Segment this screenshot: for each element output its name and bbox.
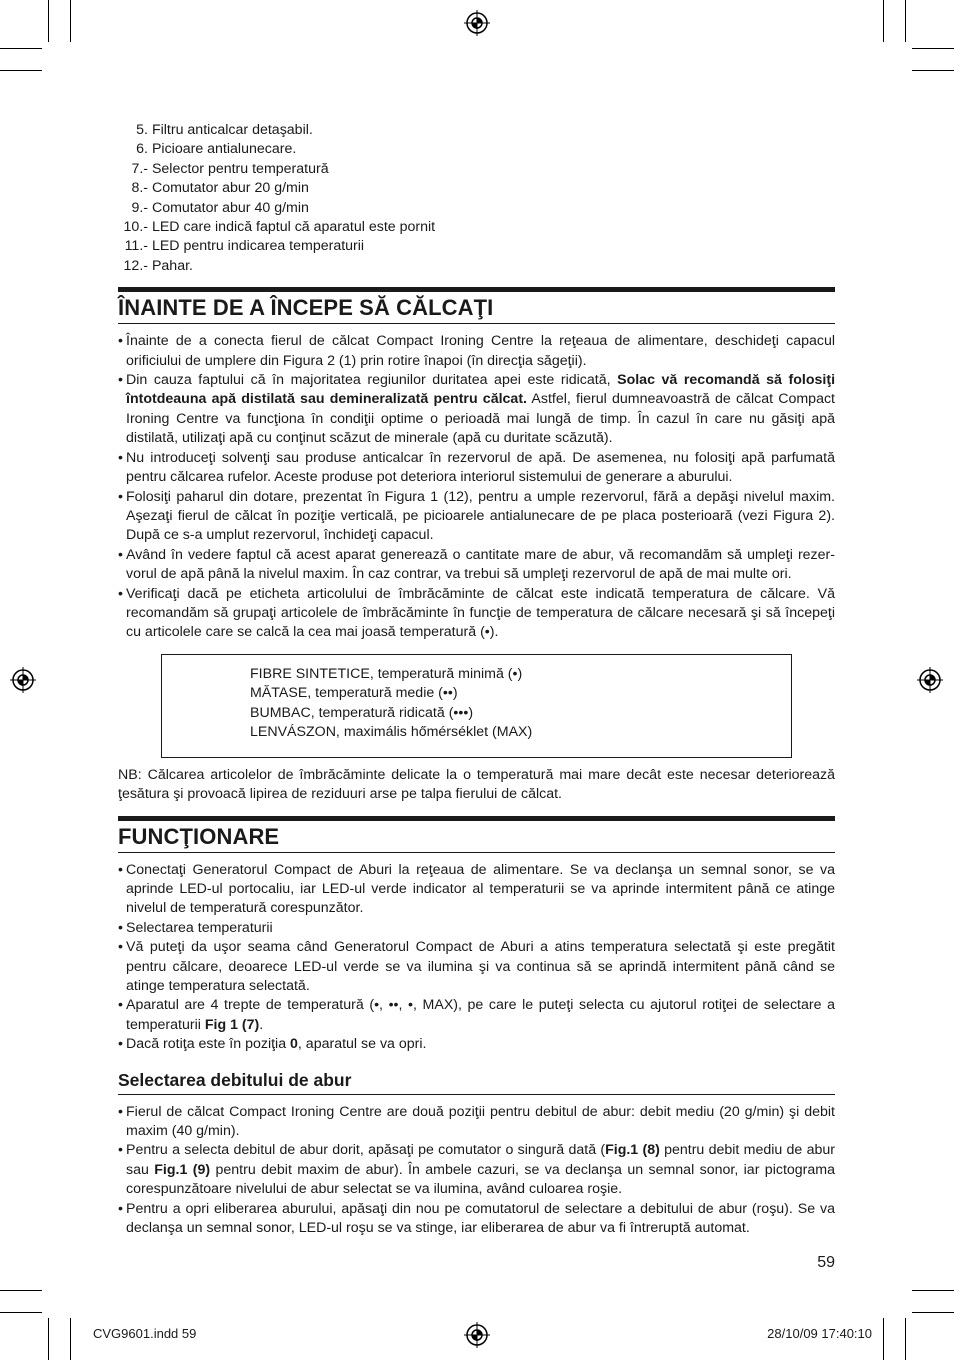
bold-text: Fig.1 (8) <box>605 1142 660 1159</box>
list-item <box>118 140 835 159</box>
list-item <box>118 585 835 643</box>
list-text: Picioare antialunecare. <box>151 141 297 158</box>
section-heading-steam-flow: Selectarea debitului de abur <box>118 1068 835 1095</box>
list-item <box>118 160 835 179</box>
registration-mark-icon <box>917 667 943 693</box>
bullet-text: Astfel, fierul dumneavoastră de călcat Compact Ironing Centre va funcţiona în condiţii optime o perioadă mai lungă de timp. În cazul în care nu găsiţi apă distilată, utilizaţi apă cu conţinut scăzut de minerale (apă cu duritate scăzută). <box>126 391 835 447</box>
list-item <box>118 919 835 938</box>
section-heading-before-ironing: ÎNAINTE DE A ÎNCEPE SĂ CĂLCAŢI <box>118 287 835 324</box>
list-item <box>118 218 835 237</box>
bullet-text: Fierul de călcat Compact Ironing Centre are două poziţii pentru debitul de abur: debit mediu (20 g/min) şi debit maxim (40 g/min). <box>126 1103 835 1140</box>
steam-flow-list <box>118 1103 835 1239</box>
list-item <box>118 332 835 371</box>
crop-mark <box>883 1318 884 1360</box>
crop-mark <box>912 70 954 71</box>
bullet-text: Folosiţi paharul din dotare, prezentat în Figura 1 (12), pentru a umple rezervorul, fără a depăşi nivelul maxim. Aşezaţi fierul de călcat în poziţie verticală, pe picioarele antialunecare de pe placa posterioară (vezi Figura 2). După ce s-a umplut rezervorul, închideţi capacul. <box>126 488 835 544</box>
list-item <box>118 1035 835 1054</box>
before-ironing-list <box>118 332 835 643</box>
bullet-text: Vă puteţi da uşor seama când Generatorul Compact de Aburi a atins temperatura selectată şi este pregătit pentru călcare, deoarece LED-ul verde se va ilumina şi va continua să se aprindă intermitent până când se atinge temperatura selectată. <box>126 939 835 994</box>
temperature-line: MĂTASE, temperatură medie (••) <box>250 685 458 702</box>
list-number: 9.- <box>131 199 148 216</box>
crop-mark <box>0 1290 42 1291</box>
temperature-table-box <box>161 654 792 758</box>
list-item <box>118 546 835 585</box>
bullet-text: . <box>259 1016 264 1033</box>
list-text: Pahar. <box>151 257 193 274</box>
list-item <box>118 179 835 198</box>
bullet-text: pentru debit mediu de abur sau <box>126 1142 835 1178</box>
list-item <box>118 938 835 996</box>
list-item <box>118 488 835 546</box>
list-item <box>118 1200 835 1239</box>
bullet-text: Verificaţi dacă pe eticheta articolului de îmbrăcăminte de călcat este indicată temperatura de călcare. Vă recomandăm să grupaţi articolele de îmbrăcăminte în funcţie de temperatura de călcare necesară şi să începeţi cu articolele care se calcă la cea mai joasă temperatură (•). <box>126 585 835 641</box>
crop-mark <box>912 48 954 49</box>
operation-list <box>118 861 835 1055</box>
list-item <box>118 121 835 140</box>
list-number: 5. <box>136 122 148 138</box>
slug-date: 28/10/09 17:40:10 <box>767 1326 872 1341</box>
bullet-text: Aparatul are 4 trepte de temperatură (•, ••, •, MAX), pe care le puteţi selecta cu ajutorul rotiţei de selectare a temperaturii <box>126 997 835 1033</box>
bullet-text: pentru debit maxim de abur). În ambele cazuri, se va declanşa un semnal sonor, iar pictograma corespunzătoare nivelului de abur selectat se va ilumina, având culoarea roşie. <box>126 1161 835 1198</box>
list-number: 10.- <box>123 219 148 236</box>
list-item <box>118 199 835 218</box>
bullet-text: Pentru a selecta debitul de abur dorit, apăsaţi pe comutator o singură dată ( <box>126 1142 606 1159</box>
list-item <box>118 861 835 919</box>
list-text: Comutator abur 40 g/min <box>151 199 309 216</box>
list-text: Selector pentru temperatură <box>151 160 329 177</box>
list-text: LED pentru indicarea temperaturii <box>151 238 365 255</box>
slug-file: CVG9601.indd 59 <box>93 1326 197 1341</box>
page-number: 59 <box>817 1254 835 1271</box>
list-text: Comutator abur 20 g/min <box>151 180 309 197</box>
bold-text: Solac vă recomandă să folosiţi întotdeauna apă distilată sau demineralizată pentru călcat. <box>126 372 836 408</box>
list-item <box>118 1141 835 1199</box>
list-item <box>118 257 835 276</box>
temperature-line: BUMBAC, temperatură ridicată (•••) <box>250 704 474 721</box>
crop-mark <box>883 0 884 42</box>
list-number: 11.- <box>124 238 148 255</box>
crop-mark <box>70 0 71 42</box>
list-text: LED care indică faptul că aparatul este pornit <box>151 219 436 236</box>
crop-mark <box>48 0 49 42</box>
registration-mark-icon <box>10 667 36 693</box>
bullet-text: Selectarea temperaturii <box>126 919 273 936</box>
crop-mark <box>905 0 906 42</box>
registration-mark-icon <box>464 10 490 36</box>
list-number: 6. <box>136 141 148 158</box>
crop-mark <box>48 1318 49 1360</box>
bullet-text: Dacă rotiţa este în poziţia <box>126 1036 291 1053</box>
list-item <box>118 1103 835 1142</box>
registration-mark-icon <box>464 1322 490 1348</box>
crop-mark <box>912 1312 954 1313</box>
list-item <box>118 237 835 256</box>
crop-mark <box>0 48 42 49</box>
temperature-line: FIBRE SINTETICE, temperatură minimă (•) <box>250 665 523 682</box>
list-number: 7.- <box>131 160 148 177</box>
list-text: Filtru anticalcar detaşabil. <box>151 122 313 138</box>
bold-text: Fig 1 (7) <box>204 1016 260 1033</box>
bold-text: Fig.1 (9) <box>154 1161 211 1178</box>
crop-mark <box>70 1318 71 1360</box>
crop-mark <box>905 1318 906 1360</box>
bullet-text: Din cauza faptului că în majoritatea regiunilor duritatea apei este ridicată, <box>126 372 618 389</box>
crop-mark <box>0 1312 42 1313</box>
crop-mark <box>0 70 42 71</box>
bullet-text: Conectaţi Generatorul Compact de Aburi la reţeaua de alimentare. Se va declanşa un semnal sonor, se va aprinde LED-ul portocaliu, iar LED-ul verde indicator al temperaturii se va aprinde intermitent până ce atinge nivelul de temperatură corespunzător. <box>126 861 835 917</box>
parts-list <box>118 121 835 276</box>
list-item <box>118 996 835 1035</box>
section-heading-operation: FUNCŢIONARE <box>118 816 835 853</box>
note-paragraph: NB: Călcarea articolelor de îmbrăcăminte delicate la o temperatură mai mare decât este necesar deteriorează ţesătura şi provoacă lipirea de reziduuri arse pe talpa fierului de călcat. <box>118 766 835 803</box>
page-content <box>118 121 835 1238</box>
list-number: 12.- <box>123 257 148 274</box>
bullet-text: Având în vedere faptul că acest aparat generează o cantitate mare de abur, vă recomandăm să umpleţi rezer-vorul de apă până la nivelul maxim. În caz contrar, va trebui să umpleţi rezervorul de apă de mai multe ori. <box>126 546 835 583</box>
crop-mark <box>912 1290 954 1291</box>
temperature-line: LENVÁSZON, maximális hőmérséklet (MAX) <box>250 723 533 740</box>
list-item <box>118 371 835 449</box>
bullet-text: Înainte de a conecta fierul de călcat Compact Ironing Centre la reţeaua de alimentare, deschideţi capacul orificiului de umplere din Figura 2 (1) prin rotire înapoi (în direcţia săgeţii). <box>126 333 835 369</box>
list-number: 8.- <box>131 180 148 197</box>
bullet-text: Pentru a opri eliberarea aburului, apăsaţi din nou pe comutatorul de selectare a debitului de abur (roşu). Se va declanşa un semnal sonor, LED-ul roşu se va stinge, iar eliberarea de abur va fi întreruptă automat. <box>126 1200 835 1237</box>
bold-text: 0 <box>290 1036 298 1053</box>
bullet-text: , aparatul se va opri. <box>297 1036 427 1053</box>
list-item <box>118 449 835 488</box>
bullet-text: Nu introduceţi solvenţi sau produse anticalcar în rezervorul de apă. De asemenea, nu folosiţi apă parfumată pentru călcarea rufelor. Aceste produse pot deteriora interiorul sistemului de generare a aburului. <box>126 449 835 486</box>
